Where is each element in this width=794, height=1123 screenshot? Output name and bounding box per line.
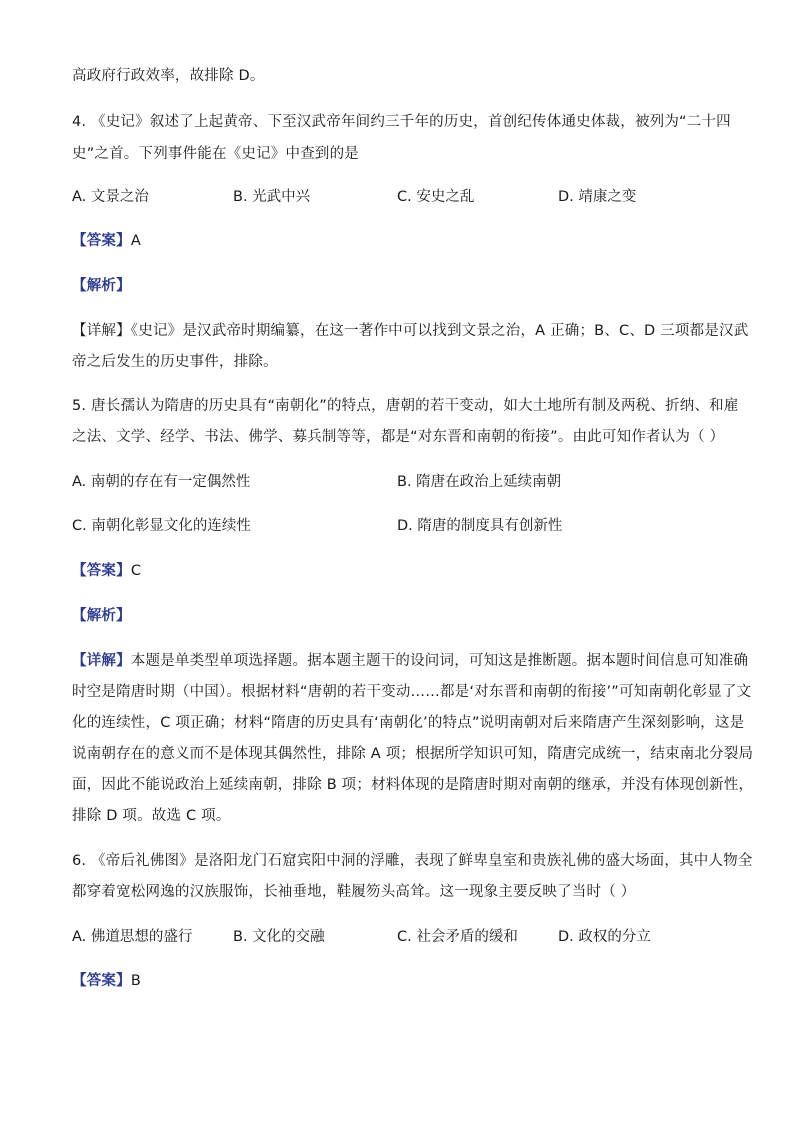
q5-detail-cont: 排除 D 项。故选 C 项。 bbox=[72, 808, 231, 824]
question-4-stem: 4. 《史记》叙述了上起黄帝、下至汉武帝年间约三千年的历史，首创纪传体通史体裁，被列为“二十四 bbox=[72, 114, 731, 130]
answer-label: 【答案】 bbox=[72, 233, 131, 249]
detail-text: 本题是单类型单项选择题。据本题主题干的设问词，可知这是推断题。据本题时间信息可知准确 bbox=[130, 653, 749, 669]
q4-detail: 【详解】《史记》是汉武帝时期编纂，在这一著作中可以找到文景之治，A 正确；B、C、D 三项都是汉武 bbox=[72, 323, 749, 339]
q5-detail-cont: 面，因此不能说政治上延续南朝，排除 B 项；材料体现的是隋唐时期对南朝的继承，并没有体现创新性， bbox=[72, 777, 754, 793]
q4-detail-cont: 帝之后发生的历史事件，排除。 bbox=[72, 354, 278, 370]
question-5-stem-cont: 之法、文学、经学、书法、佛学、募兵制等等，都是“对东晋和南朝的衔接”。由此可知作者认为（ ） bbox=[72, 429, 725, 445]
answer-label: 【答案】 bbox=[72, 563, 131, 579]
q5-option-c: C. 南朝化彰显文化的连续性 bbox=[72, 518, 251, 534]
detail-label: 【详解】 bbox=[72, 653, 131, 669]
question-6-stem-cont: 都穿着宽松网逸的汉族服饰，长袖垂地，鞋履笏头高耸。这一现象主要反映了当时（ ） bbox=[72, 884, 636, 900]
question-4-stem-cont: 史”之首。下列事件能在《史记》中查到的是 bbox=[72, 146, 360, 162]
q5-analysis-label bbox=[72, 606, 131, 626]
q4-analysis-label bbox=[72, 276, 131, 296]
answer-value: B bbox=[130, 973, 141, 989]
analysis-label: 【解析】 bbox=[72, 278, 131, 294]
q6-option-d: D. 政权的分立 bbox=[558, 929, 651, 945]
answer-label: 【答案】 bbox=[72, 973, 131, 989]
q4-option-a: A. 文景之治 bbox=[72, 189, 149, 205]
q5-detail-cont: 时空是隋唐时期（中国）。根据材料“唐朝的若干变动……都是‘对东晋和南朝的衔接’”可知南朝化彰显了文 bbox=[72, 684, 752, 700]
q5-detail-cont: 说南朝存在的意义而不是体现其偶然性，排除 A 项；根据所学知识可知，隋唐完成统一，结束南北分裂局 bbox=[72, 746, 754, 762]
q6-answer bbox=[72, 971, 141, 991]
q4-option-b: B. 光武中兴 bbox=[233, 189, 311, 205]
q4-answer bbox=[72, 231, 141, 251]
question-5-stem: 5. 唐长孺认为隋唐的历史具有“南朝化”的特点，唐朝的若干变动，如大土地所有制及两税、折纳、和雇 bbox=[72, 398, 739, 414]
q5-option-d: D. 隋唐的制度具有创新性 bbox=[397, 518, 563, 534]
q4-option-d: D. 靖康之变 bbox=[558, 189, 637, 205]
q4-option-c: C. 安史之乱 bbox=[397, 189, 475, 205]
answer-value: C bbox=[130, 563, 142, 579]
analysis-label: 【解析】 bbox=[72, 608, 131, 624]
answer-value: A bbox=[130, 233, 141, 249]
q5-detail-cont: 化的连续性，C 项正确；材料“隋唐的历史具有‘南朝化’的特点”说明南朝对后来隋唐产生深刻影响，这是 bbox=[72, 715, 745, 731]
q5-option-b: B. 隋唐在政治上延续南朝 bbox=[397, 474, 562, 490]
text-line: 高政府行政效率，故排除 D。 bbox=[72, 68, 265, 84]
q6-option-c: C. 社会矛盾的缓和 bbox=[397, 929, 518, 945]
q5-option-a: A. 南朝的存在有一定偶然性 bbox=[72, 474, 251, 490]
q5-answer bbox=[72, 561, 141, 581]
question-6-stem: 6. 《帝后礼佛图》是洛阳龙门石窟宾阳中洞的浮雕，表现了鲜卑皇室和贵族礼佛的盛大场面，其中人物全 bbox=[72, 853, 753, 869]
q6-option-a: A. 佛道思想的盛行 bbox=[72, 929, 193, 945]
q6-option-b: B. 文化的交融 bbox=[233, 929, 325, 945]
q5-detail bbox=[72, 651, 748, 671]
